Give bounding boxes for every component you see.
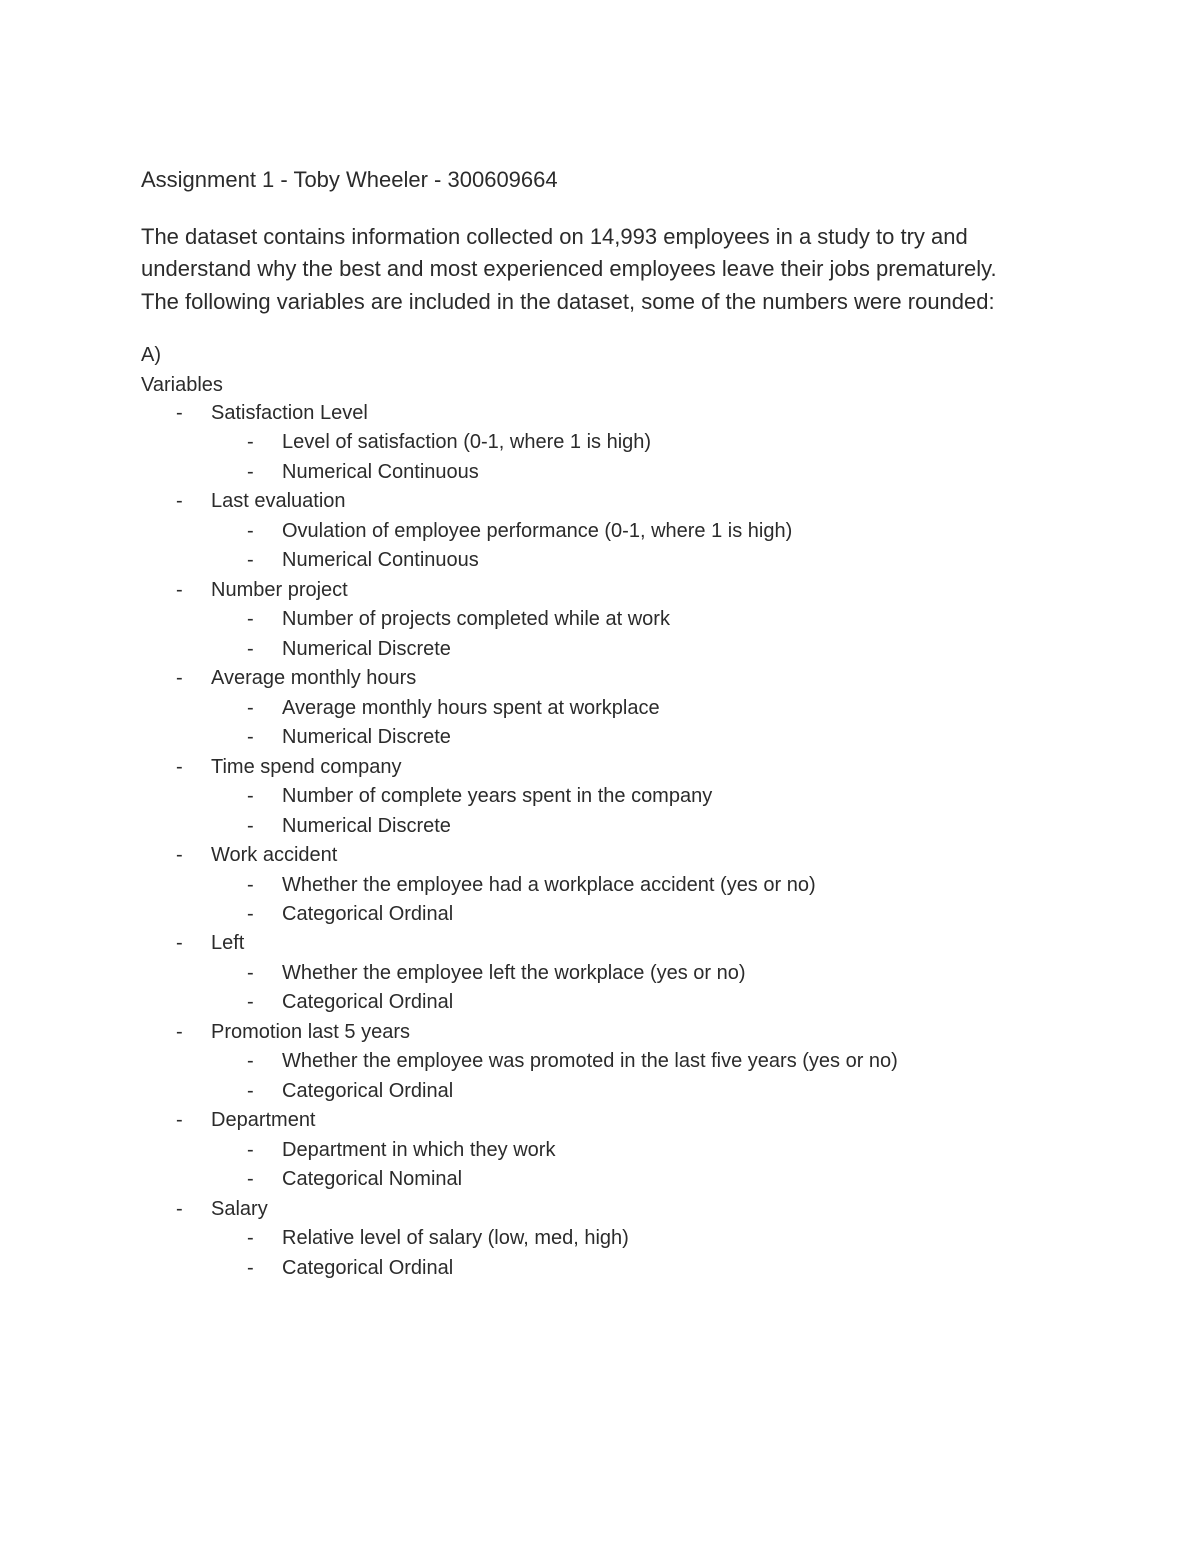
bullet-dash: -: [247, 1227, 254, 1250]
variable-description-text: Number of projects completed while at work: [282, 608, 670, 631]
variable-description-text: Whether the employee left the workplace (yes or no): [282, 961, 746, 984]
bullet-dash: -: [247, 1138, 254, 1161]
bullet-dash: -: [247, 726, 254, 749]
bullet-dash: -: [247, 431, 254, 454]
variable-name: Last evaluation: [211, 490, 346, 513]
variable-name: Work accident: [211, 844, 338, 867]
variable-description-text: Level of satisfaction (0-1, where 1 is high): [282, 431, 652, 454]
bullet-dash: -: [247, 1168, 254, 1191]
section-label: A): [141, 344, 161, 366]
variable-description-text: Department in which they work: [282, 1138, 556, 1161]
bullet-dash: -: [176, 1020, 183, 1043]
variable-name: Left: [211, 932, 245, 955]
variable-description-text: Whether the employee had a workplace accident (yes or no): [282, 873, 816, 896]
variable-name: Average monthly hours: [211, 667, 417, 690]
bullet-dash: -: [247, 696, 254, 719]
variables-heading: Variables: [141, 373, 223, 396]
document-title: Assignment 1 - Toby Wheeler - 300609664: [141, 167, 558, 192]
variable-type-text: Numerical Continuous: [282, 460, 479, 483]
variable-type-text: Numerical Continuous: [282, 549, 479, 572]
bullet-dash: -: [176, 667, 183, 690]
bullet-dash: -: [247, 608, 254, 631]
bullet-dash: -: [247, 961, 254, 984]
bullet-dash: -: [176, 1197, 183, 1220]
variable-description-text: Average monthly hours spent at workplace: [282, 696, 660, 719]
bullet-dash: -: [247, 460, 254, 483]
bullet-dash: -: [247, 637, 254, 660]
bullet-dash: -: [247, 991, 254, 1014]
intro-paragraph: [141, 221, 1141, 318]
bullet-dash: -: [176, 1109, 183, 1132]
bullet-dash: -: [247, 549, 254, 572]
intro-line: understand why the best and most experienced employees leave their jobs prematurely.: [141, 256, 997, 282]
bullet-dash: -: [176, 402, 183, 424]
variable-type-text: Categorical Ordinal: [282, 1256, 454, 1279]
variable-name: Promotion last 5 years: [211, 1020, 410, 1043]
variable-type-text: Categorical Ordinal: [282, 991, 454, 1014]
variable-description-text: Ovulation of employee performance (0-1, where 1 is high): [282, 519, 793, 542]
bullet-dash: -: [247, 1079, 254, 1102]
bullet-dash: -: [176, 578, 183, 601]
bullet-dash: -: [176, 932, 183, 955]
bullet-dash: -: [176, 490, 183, 513]
variable-type-text: Numerical Discrete: [282, 814, 451, 837]
variable-description-text: Relative level of salary (low, med, high): [282, 1227, 629, 1250]
variable-description-text: Whether the employee was promoted in the last five years (yes or no): [282, 1050, 898, 1073]
variable-type-text: Categorical Ordinal: [282, 1079, 454, 1102]
bullet-dash: -: [247, 873, 254, 896]
variable-type-text: Categorical Nominal: [282, 1168, 463, 1191]
bullet-dash: -: [247, 785, 254, 808]
bullet-dash: -: [176, 844, 183, 867]
intro-line: The following variables are included in the dataset, some of the numbers were rounded:: [141, 288, 995, 314]
variable-name: Satisfaction Level: [211, 402, 368, 424]
bullet-dash: -: [176, 755, 183, 778]
variable-name: Time spend company: [211, 755, 402, 778]
variable-description-text: Number of complete years spent in the company: [282, 785, 713, 808]
variable-type-text: Numerical Discrete: [282, 726, 451, 749]
bullet-dash: -: [247, 1050, 254, 1073]
variable-name: Number project: [211, 578, 348, 601]
section-a: [141, 341, 223, 400]
bullet-dash: -: [247, 519, 254, 542]
bullet-dash: -: [247, 814, 254, 837]
variable-type-text: Numerical Discrete: [282, 637, 451, 660]
bullet-dash: -: [247, 1256, 254, 1279]
variable-name: Department: [211, 1109, 316, 1132]
variable-type-text: Categorical Ordinal: [282, 902, 454, 925]
intro-line: The dataset contains information collected on 14,993 employees in a study to try and: [141, 224, 968, 249]
variable-name: Salary: [211, 1197, 268, 1220]
bullet-dash: -: [247, 902, 254, 925]
